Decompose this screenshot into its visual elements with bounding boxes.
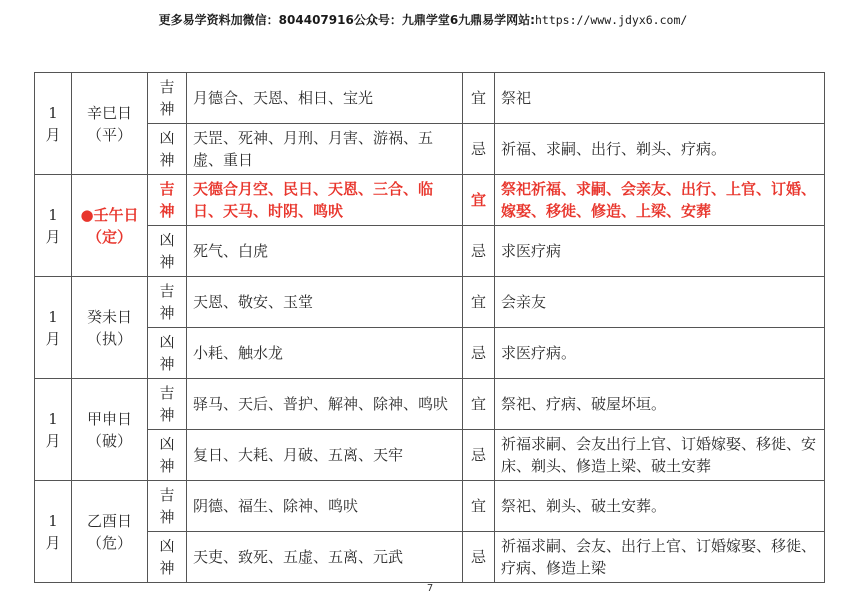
month-label: 月 — [45, 227, 61, 246]
day-row-bad — [35, 430, 825, 481]
day-name: 乙酉日 — [86, 511, 132, 530]
day-cell — [72, 175, 148, 277]
ji-actions: 求医疗病。 — [495, 328, 825, 379]
month-cell — [35, 175, 72, 277]
bad-spirits-label: 凶神 — [148, 124, 187, 175]
ji-label: 忌 — [463, 532, 495, 583]
good-spirits-label: 吉神 — [148, 379, 187, 430]
day-name: 辛巳日 — [86, 103, 132, 122]
yi-actions: 会亲友 — [495, 277, 825, 328]
header-url: https://www.jdyx6.com/ — [534, 13, 688, 27]
day-row-bad — [35, 124, 825, 175]
yi-label: 宜 — [463, 175, 495, 226]
month-label: 月 — [45, 329, 61, 348]
day-row-bad — [35, 328, 825, 379]
good-spirits: 驿马、天后、普护、解神、除神、鸣吠 — [187, 379, 463, 430]
day-name: 壬午日 — [93, 205, 139, 224]
day-officer: （执） — [86, 329, 132, 348]
bad-spirits: 复日、大耗、月破、五离、天牢 — [187, 430, 463, 481]
bad-spirits: 死气、白虎 — [187, 226, 463, 277]
day-row-bad — [35, 532, 825, 583]
day-marker: ● — [80, 205, 94, 224]
good-spirits-label: 吉神 — [148, 175, 187, 226]
month-cell — [35, 73, 72, 175]
bad-spirits-label: 凶神 — [148, 226, 187, 277]
month-cell — [35, 481, 72, 583]
ji-actions: 祈福求嗣、会友出行上官、订婚嫁娶、移徙、安床、剃头、修造上梁、破土安葬 — [495, 430, 825, 481]
almanac-table — [34, 72, 825, 583]
month-cell — [35, 277, 72, 379]
page-header — [0, 11, 846, 28]
day-officer: （危） — [86, 533, 132, 552]
month-number: 1 — [48, 205, 58, 224]
ji-label: 忌 — [463, 226, 495, 277]
day-row-good — [35, 379, 825, 430]
day-row-good — [35, 73, 825, 124]
month-number: 1 — [48, 409, 58, 428]
day-cell — [72, 379, 148, 481]
ji-actions: 求医疗病 — [495, 226, 825, 277]
bad-spirits: 小耗、触水龙 — [187, 328, 463, 379]
day-cell — [72, 73, 148, 175]
day-officer: （定） — [86, 227, 132, 246]
good-spirits: 阴德、福生、除神、鸣吠 — [187, 481, 463, 532]
good-spirits-label: 吉神 — [148, 481, 187, 532]
yi-actions: 祭祀、疗病、破屋坏垣。 — [495, 379, 825, 430]
day-row-good — [35, 277, 825, 328]
day-row-good — [35, 481, 825, 532]
month-number: 1 — [48, 307, 58, 326]
month-label: 月 — [45, 431, 61, 450]
ji-label: 忌 — [463, 124, 495, 175]
month-label: 月 — [45, 533, 61, 552]
almanac-body — [35, 73, 825, 583]
day-cell — [72, 277, 148, 379]
bad-spirits-label: 凶神 — [148, 328, 187, 379]
good-spirits-label: 吉神 — [148, 277, 187, 328]
ji-label: 忌 — [463, 328, 495, 379]
good-spirits: 月德合、天恩、相日、宝光 — [187, 73, 463, 124]
day-cell — [72, 481, 148, 583]
good-spirits-label: 吉神 — [148, 73, 187, 124]
good-spirits: 天德合月空、民日、天恩、三合、临日、天马、时阴、鸣吠 — [187, 175, 463, 226]
ji-label: 忌 — [463, 430, 495, 481]
month-number: 1 — [48, 511, 58, 530]
bad-spirits-label: 凶神 — [148, 430, 187, 481]
ji-actions: 祈福、求嗣、出行、剃头、疗病。 — [495, 124, 825, 175]
yi-actions: 祭祀 — [495, 73, 825, 124]
day-row-good — [35, 175, 825, 226]
yi-label: 宜 — [463, 379, 495, 430]
yi-actions: 祭祀祈福、求嗣、会亲友、出行、上官、订婚、嫁娶、移徙、修造、上梁、安葬 — [495, 175, 825, 226]
yi-label: 宜 — [463, 481, 495, 532]
day-officer: （平） — [86, 125, 132, 144]
yi-actions: 祭祀、剃头、破土安葬。 — [495, 481, 825, 532]
month-label: 月 — [45, 125, 61, 144]
month-number: 1 — [48, 103, 58, 122]
month-cell — [35, 379, 72, 481]
good-spirits: 天恩、敬安、玉堂 — [187, 277, 463, 328]
bad-spirits: 天罡、死神、月刑、月害、游祸、五虚、重日 — [187, 124, 463, 175]
day-name: 癸未日 — [86, 307, 132, 326]
day-row-bad — [35, 226, 825, 277]
bad-spirits: 天吏、致死、五虚、五离、元武 — [187, 532, 463, 583]
page-number: 7 — [426, 583, 434, 594]
bad-spirits-label: 凶神 — [148, 532, 187, 583]
day-officer: （破） — [86, 431, 132, 450]
yi-label: 宜 — [463, 73, 495, 124]
header-text: 更多易学资料加微信：804407916公众号：九鼎学堂6九鼎易学网站: — [158, 13, 535, 27]
day-name: 甲申日 — [86, 409, 132, 428]
yi-label: 宜 — [463, 277, 495, 328]
ji-actions: 祈福求嗣、会友、出行上官、订婚嫁娶、移徙、疗病、修造上梁 — [495, 532, 825, 583]
